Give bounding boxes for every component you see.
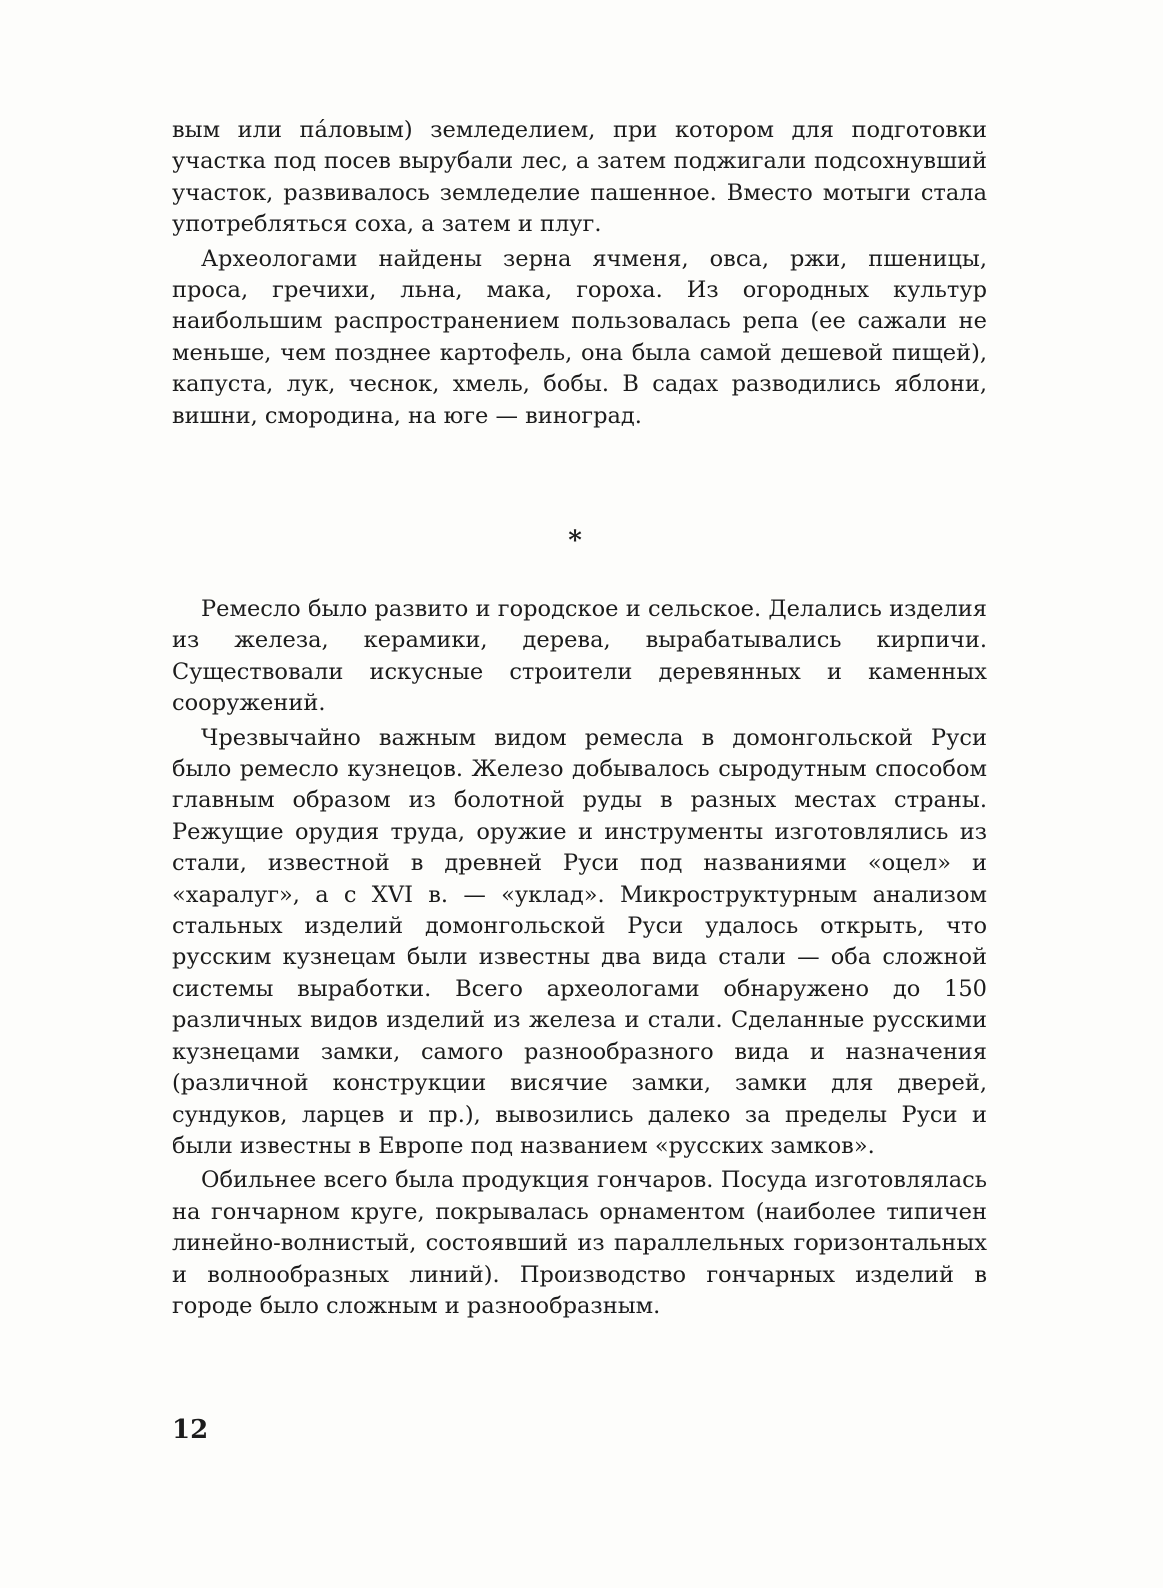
paragraph-continued: вым или пáловым) земледелием, при котором для подготовки участка под посев вырубали лес, а затем поджигали подсохнувший участок, развивалось земледелие пашенное. Вместо мотыги стала употребляться соха, а затем и плуг.: [172, 117, 987, 238]
text-section-agriculture: [172, 115, 987, 435]
text-section-crafts: [172, 594, 987, 1325]
paragraph: Чрезвычайно важным видом ремесла в домонгольской Руси было ремесло кузнецов. Железо добывалось сыродутным способом главным образом из болотной руды в разных местах страны. Режущие орудия труда, оружие и инструменты изготовлялись из стали, известной в древней Руси под названиями «оцел» и «харалуг», а с XVI в. — «уклад». Микроструктурным анализом стальных изделий домонгольской Руси удалось открыть, что русским кузнецам были известны два вида стали — оба сложной системы выработки. Всего археологами обнаружено до 150 различных видов изделий из железа и стали. Сделанные русскими кузнецами замки, самого разнообразного вида и назначения (различной конструкции висячие замки, замки для дверей, сундуков, ларцев и пр.), вывозились далеко за пределы Руси и были известны в Европе под названием «русских замков».: [172, 724, 987, 1159]
page-number: 12: [172, 1415, 209, 1445]
paragraph: Ремесло было развито и городское и сельское. Делались изделия из железа, керамики, дерева, вырабатывались кирпичи. Существовали искусные строители деревянных и каменных сооружений.: [172, 596, 987, 717]
section-separator-asterisk: *: [568, 526, 582, 556]
paragraph: Обильнее всего была продукция гончаров. Посуда изготовлялась на гончарном круге, покрывалась орнаментом (наиболее типичен линейно-волнистый, состоявший из параллельных горизонтальных и волнообразных линий). Производство гончарных изделий в городе было сложным и разнообразным.: [172, 1167, 987, 1319]
paragraph: Археологами найдены зерна ячменя, овса, ржи, пшеницы, проса, гречихи, льна, мака, гороха. Из огородных культур наибольшим распространением пользовалась репа (ее сажали не меньше, чем позднее картофель, она была самой дешевой пищей), капуста, лук, чеснок, хмель, бобы. В садах разводились яблони, вишни, смородина, на юге — виноград.: [172, 245, 987, 429]
